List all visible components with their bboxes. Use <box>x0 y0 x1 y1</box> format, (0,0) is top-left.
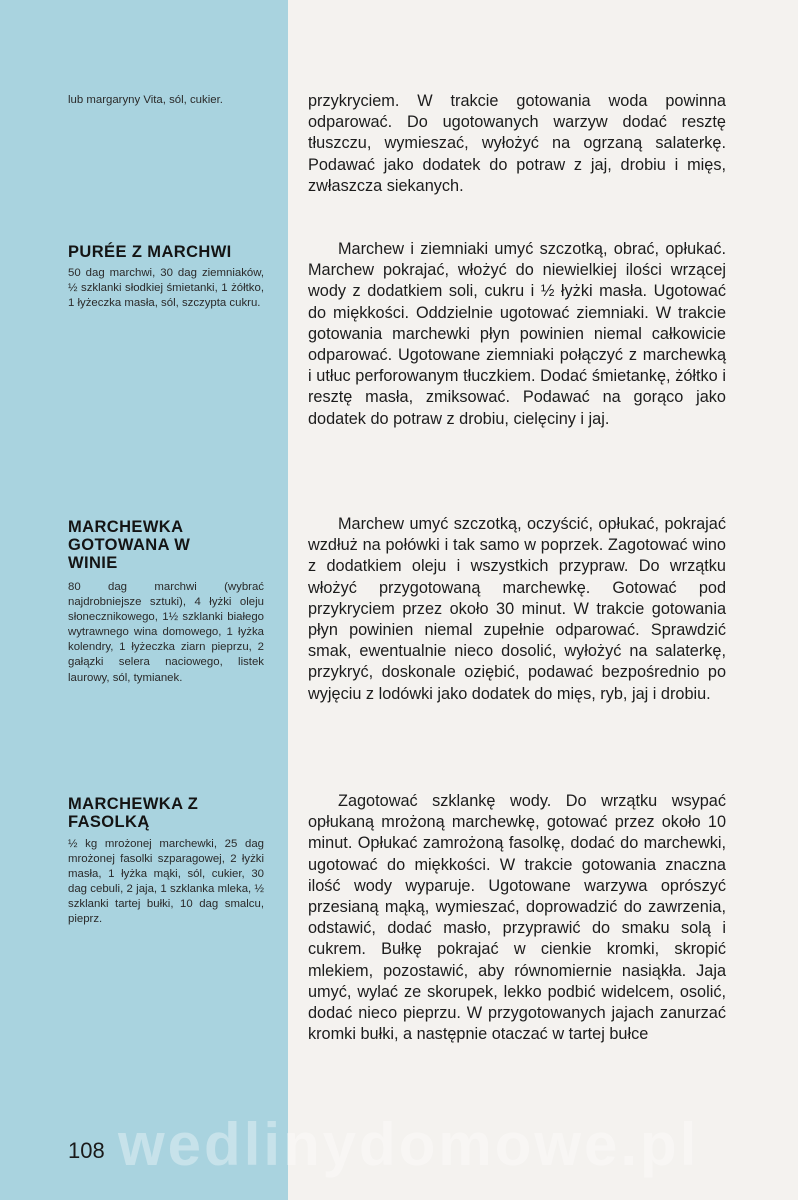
instructions-continued: przykryciem. W trakcie gotowania woda powinna odparować. Do ugotowanych warzyw dodać resztę tłuszczu, wymieszać, wyłożyć na ogrzaną salaterkę. Podawać jako dodatek do potraw z jaj, drobiu i mięs, zwłaszcza siekanych. <box>308 92 726 195</box>
page-number: 108 <box>68 1138 105 1163</box>
instructions-fasolka: Zagotować szklankę wody. Do wrzątku wsypać opłukaną mrożoną marchewkę, gotować przez około 10 minut. Opłukać zamrożoną fasolkę, dodać do marchewki, ugotować do miękkości. W trakcie gotowania znaczna ilość wody wyparuje. Ugotowane warzywa oprószyć przesianą mąką, wymieszać, doprowadzić do zawrzenia, odstawić, dodać masło, przyprawić do smaku solą i cukrem. Bułkę pokrajać w cienkie kromki, skropić mlekiem, pozostawić, aby równomiernie nasiąkła. Jaja umyć, wylać ze skorupek, lekko podbić widelcem, osolić, dodać nieco pieprzu. W przygotowanych jajach zanurzać kromki bułki, a następnie otaczać w tartej bułce <box>308 792 726 1044</box>
instructions-puree: Marchew i ziemniaki umyć szczotką, obrać, opłukać. Marchew pokrajać, włożyć do niewielkiej ilości wrzącej wody z dodatkiem soli, cukru i ½ łyżki masła. Ugotować do miękkości. Oddzielnie ugotować ziemniaki. W trakcie gotowania marchewki płyn powinien niemal całkowicie odparować. Ugotowane ziemniaki połączyć z marchewką i utłuc perforowanym tłuczkiem. Dodać śmietankę, żółtko i resztę masła, zmiksować. Podawać na gorąco jako dodatek do potraw z drobiu, cielęciny i jaj. <box>308 240 726 428</box>
ingredients-puree: 50 dag marchwi, 30 dag ziemniaków, ½ szklanki słodkiej śmietanki, 1 żółtko, 1 łyżeczka masła, sól, szczypta cukru. <box>68 267 264 310</box>
recipe-title-fasolka: MARCHEWKA Z FASOLKĄ <box>68 795 199 831</box>
recipe-title-wine: MARCHEWKA GOTOWANA W WINIE <box>68 518 191 572</box>
ingredients-fasolka: ½ kg mrożonej marchewki, 25 dag mrożonej fasolki szparagowej, 2 łyżki masła, 1 łyżka mąki, sól, cukier, 30 dag cebuli, 2 jaja, 1 szklanka mleka, ½ szklanki tartej bułki, 10 dag smalcu, pieprz. <box>68 838 264 926</box>
watermark: wedlinydomowe.pl <box>118 1111 700 1178</box>
recipe-title-puree: PURÉE Z MARCHWI <box>68 243 232 261</box>
ingredients-continued: lub margaryny Vita, sól, cukier. <box>68 94 223 106</box>
instructions-wine: Marchew umyć szczotką, oczyścić, opłukać, pokrajać wzdłuż na połówki i tak samo w poprzek. Zagotować wino z dodatkiem oleju i wszystkich przypraw. Do wrzątku włożyć przygotowaną marchewkę. Gotować pod przykryciem przez około 30 minut. W trakcie gotowania płyn powinien niemal zupełnie odparować. Sprawdzić smak, ewentualnie nieco dosolić, wyłożyć na salaterkę, przykryć, doskonale oziębić, podawać bezpośrednio po wyjęciu z lodówki jako dodatek do mięs, ryb, jaj i drobiu. <box>308 515 726 703</box>
ingredients-wine: 80 dag marchwi (wybrać najdrobniejsze sztuki), 4 łyżki oleju słonecznikowego, 1½ szklanki białego wytrawnego wina domowego, 1 łyżka kolendry, 1 łyżeczka ziarn pieprzu, 2 gałązki selera naciowego, listek laurowy, sól, tymianek. <box>68 581 264 684</box>
